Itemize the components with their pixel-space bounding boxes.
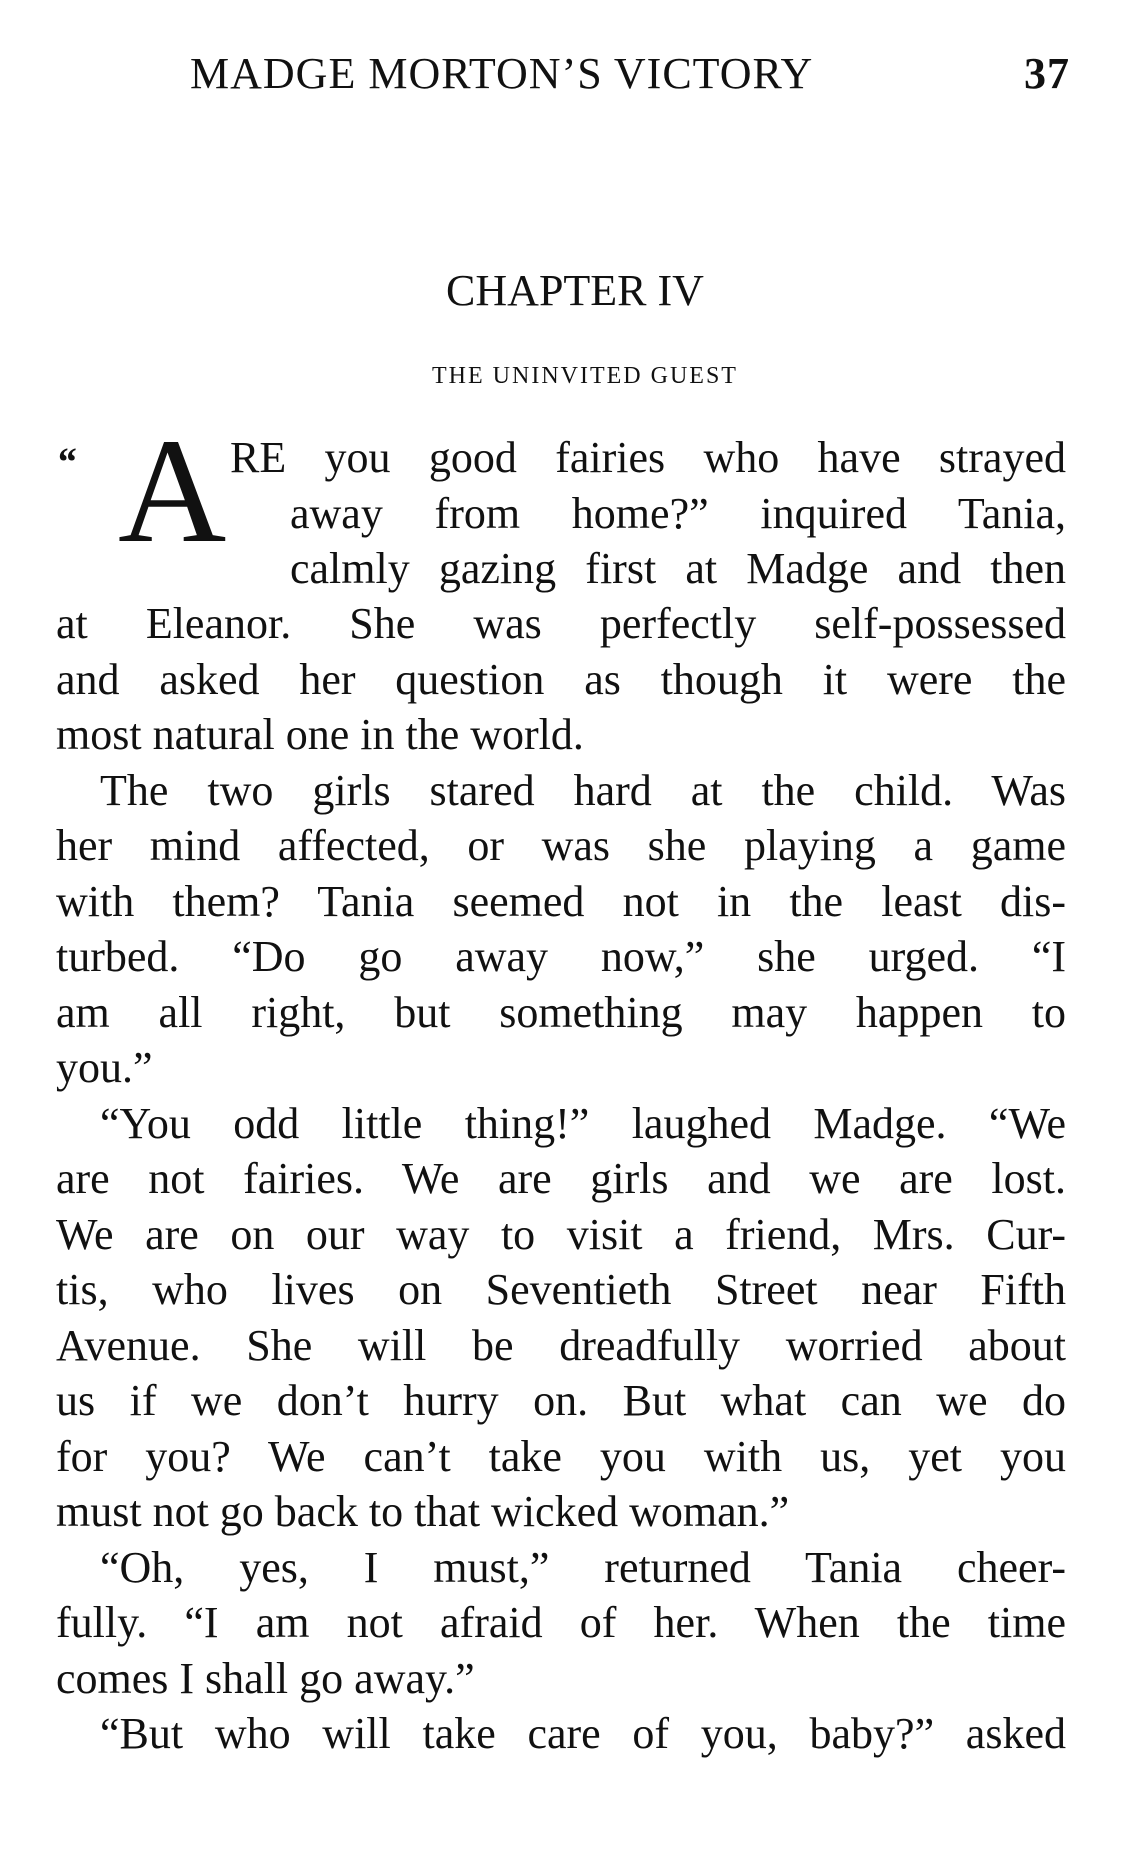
dropcap-opening-quote: “ [56,439,76,484]
text-line: and asked her question as though it were the [56,654,1066,704]
text-line: must not go back to that wicked woman.” [56,1487,790,1536]
text-line: “Oh, yes, I must,” returned Tania cheer- [100,1542,1066,1592]
chapter-body [56,408,1066,1762]
text-line: turbed. “Do go away now,” she urged. “I [56,932,1066,981]
text-line: us if we don’t hurry on. But what can we do [56,1376,1066,1425]
text-line: most natural one in the world. [56,710,584,759]
text-line: away from home?” inquired Tania, [290,488,1066,538]
text-line: “But who will take care of you, baby?” asked [100,1709,1066,1758]
chapter-subtitle: THE UNINVITED GUEST [432,363,738,389]
text-line: Avenue. She will be dreadfully worried about [56,1320,1066,1370]
text-line: comes I shall go away.” [56,1653,475,1703]
text-line: you.” [56,1043,153,1092]
text-line: at Eleanor. She was perfectly self-possessed [56,599,1066,648]
text-line: are not fairies. We are girls and we are lost. [56,1154,1066,1203]
dropcap-letter: A [118,408,227,574]
text-line: her mind affected, or was she playing a game [56,821,1066,870]
text-line: tis, who lives on Seventieth Street near Fifth [56,1265,1066,1314]
opening-paragraph-dropcap-block [56,408,1066,596]
text-line: The two girls stared hard at the child. Was [100,765,1066,815]
text-line: am all right, but something may happen to [56,987,1066,1037]
page-number: 37 [1024,49,1070,98]
text-line: fully. “I am not afraid of her. When the time [56,1598,1066,1647]
text-line: for you? We can’t take you with us, yet you [56,1431,1066,1481]
chapter-heading: CHAPTER IV [446,266,704,315]
text-line: with them? Tania seemed not in the least dis- [56,876,1066,926]
text-line: calmly gazing first at Madge and then [290,544,1066,593]
text-line: We are on our way to visit a friend, Mrs. Cur- [56,1209,1066,1259]
text-line: RE you good fairies who have strayed [230,433,1066,482]
running-head-title: MADGE MORTON’S VICTORY [190,49,814,98]
text-line: “You odd little thing!” laughed Madge. “We [100,1098,1066,1148]
dropcap-lines [230,430,1066,597]
